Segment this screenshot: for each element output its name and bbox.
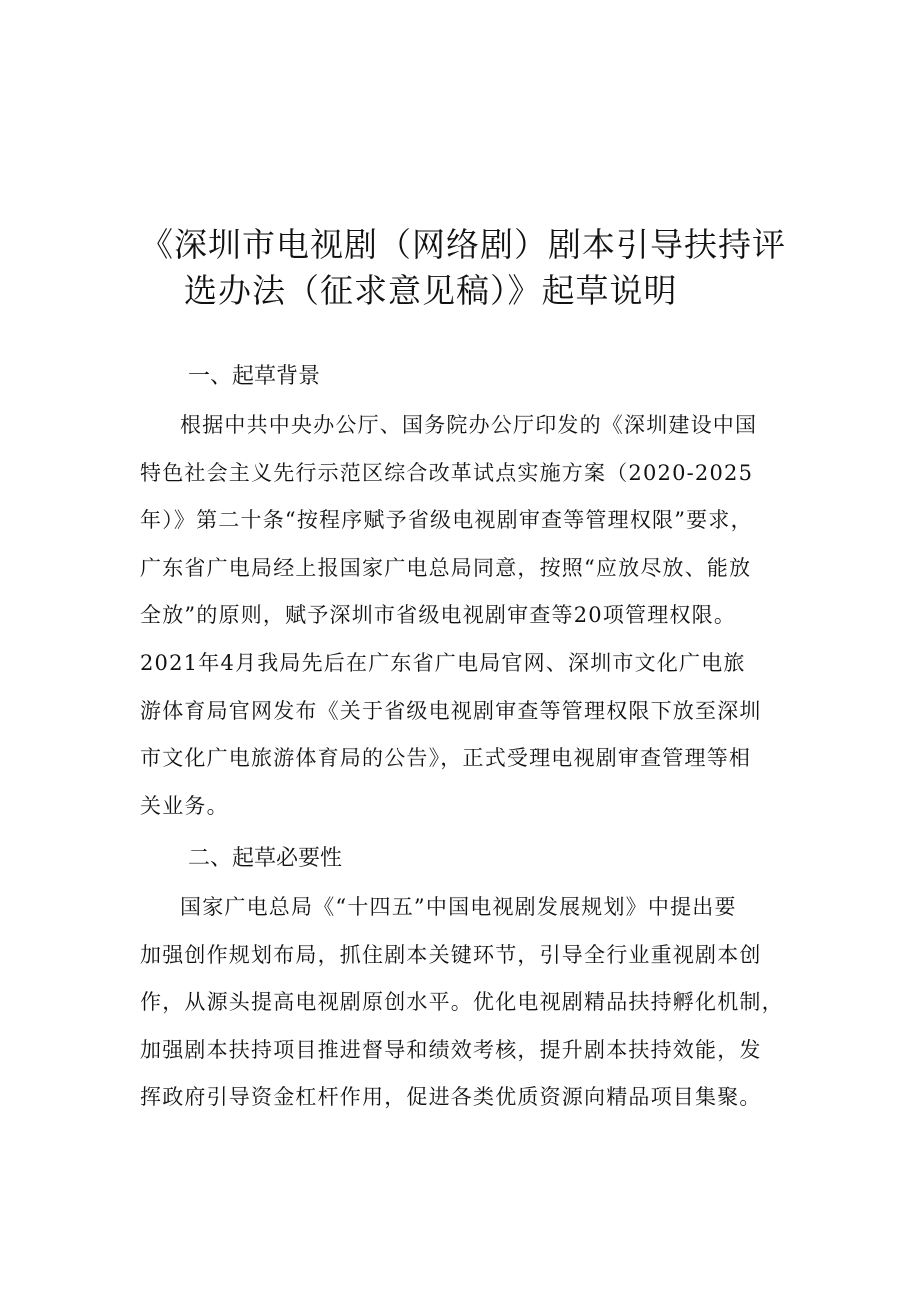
- section-heading-background: 一、起草背景: [188, 364, 321, 389]
- document-title: [140, 222, 800, 314]
- section-heading-necessity: 二、起草必要性: [188, 846, 343, 871]
- title-line-1: 《深圳市电视剧（网络剧）剧本引导扶持评: [140, 225, 786, 264]
- paragraph-line: 特色社会主义先行示范区综合改革试点实施方案（2020-2025: [140, 460, 754, 485]
- paragraph-line: 关业务。: [140, 793, 229, 818]
- paragraph-line: 作，从源头提高电视剧原创水平。优化电视剧精品扶持孵化机制，: [140, 990, 784, 1015]
- paragraph-line: 加强创作规划布局，抓住剧本关键环节，引导全行业重视剧本创: [140, 942, 762, 967]
- paragraph-line: 国家广电总局《“十四五”中国电视剧发展规划》中提出要: [180, 895, 737, 919]
- paragraph-line: 年）》第二十条“按程序赋予省级电视剧审查等管理权限”要求，: [140, 508, 753, 533]
- paragraph-necessity: [140, 884, 784, 1122]
- paragraph-line: 2021年4月我局先后在广东省广电局官网、深圳市文化广电旅: [140, 650, 746, 675]
- title-line-2: 选办法（征求意见稿）》起草说明: [184, 271, 678, 310]
- paragraph-line: 广东省广电局经上报国家广电总局同意，按照“应放尽放、能放: [140, 555, 752, 580]
- paragraph-line: 加强剧本扶持项目推进督导和绩效考核，提升剧本扶持效能，发: [140, 1037, 762, 1062]
- paragraph-line: 全放”的原则，赋予深圳市省级电视剧审查等20项管理权限。: [140, 603, 737, 628]
- paragraph-line: 根据中共中央办公厅、国务院办公厅印发的《深圳建设中国: [180, 413, 758, 437]
- paragraph-line: 市文化广电旅游体育局的公告》，正式受理电视剧审查管理等相: [140, 746, 752, 771]
- paragraph-line: 游体育局官网发布《关于省级电视剧审查等管理权限下放至深圳: [140, 698, 762, 723]
- paragraph-line: 挥政府引导资金杠杆作用，促进各类优质资源向精品项目集聚。: [140, 1085, 762, 1110]
- paragraph-background: [140, 402, 780, 830]
